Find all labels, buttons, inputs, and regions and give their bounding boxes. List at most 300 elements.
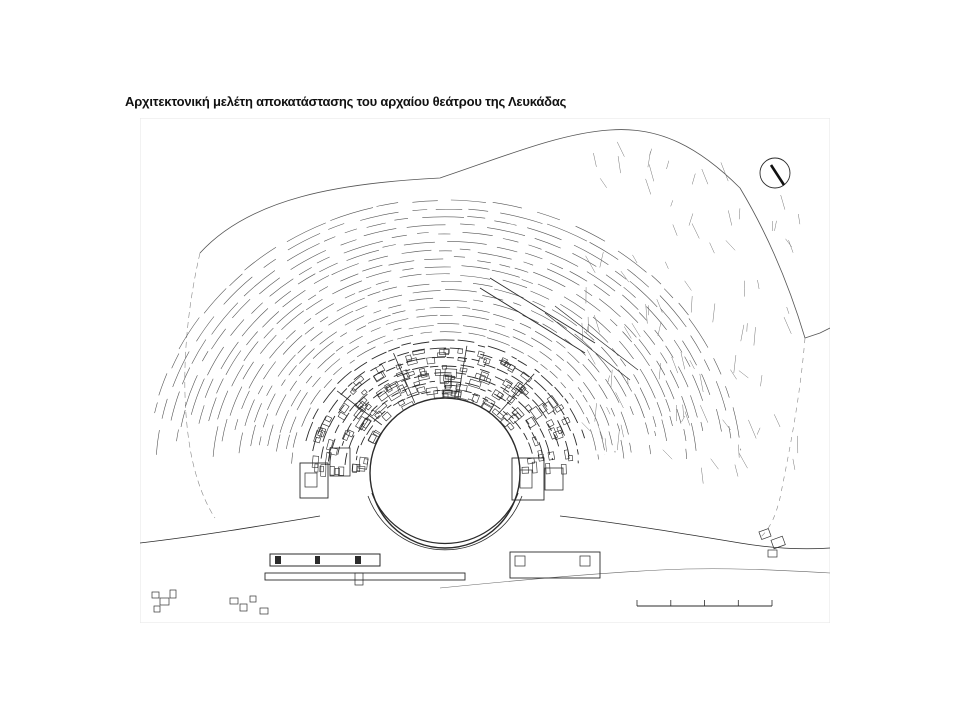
seat-row-segment (515, 368, 530, 378)
seat-row-segment (270, 279, 294, 297)
rubble-stone (382, 412, 391, 421)
seat-row-segment (172, 354, 179, 369)
rubble-stone (427, 357, 435, 364)
seat-row-segment (630, 443, 632, 453)
seat-row-segment (249, 364, 264, 388)
rock-contour (663, 450, 672, 460)
seat-row-segment (477, 261, 491, 263)
seat-row-segment (173, 352, 190, 388)
road-line (440, 569, 830, 588)
seat-row-segment (317, 257, 330, 263)
seat-row-segment (371, 406, 377, 412)
seat-row-segment (472, 359, 480, 361)
seat-row-segment (440, 332, 462, 333)
seat-row-segment (621, 440, 624, 459)
seat-row-segment (610, 319, 617, 326)
seat-row-segment (503, 280, 527, 288)
rubble-stone (546, 463, 551, 474)
left-analemma (300, 448, 350, 498)
seat-row-segment (660, 353, 667, 364)
seat-row-segment (388, 305, 401, 308)
seat-row-segment (513, 303, 521, 306)
seat-row-segment (231, 319, 245, 335)
seat-row-segment (338, 371, 352, 384)
rock-contour (605, 438, 607, 452)
seat-row-segment (574, 245, 608, 265)
rock-contour (658, 322, 661, 336)
seat-row-segment (384, 340, 393, 343)
seat-row-segment (162, 399, 167, 419)
seat-row-segment (466, 351, 475, 353)
seat-row-segment (404, 242, 435, 245)
rubble-stone (406, 355, 412, 362)
seat-row-segment (328, 453, 329, 461)
seat-row-segment (570, 271, 587, 281)
seat-row-segment (369, 388, 373, 391)
scale-bar (637, 600, 772, 606)
seat-row-segment (457, 307, 470, 308)
seat-row-segment (289, 365, 297, 375)
seat-row-segment (397, 335, 413, 339)
seat-row-segment (324, 379, 332, 388)
seat-row-segment (660, 296, 686, 328)
seat-row-segment (666, 381, 674, 400)
seat-row-segment (312, 377, 320, 387)
seat-row-segment (345, 229, 357, 233)
seat-row-segment (232, 299, 250, 318)
seat-row-segment (313, 342, 334, 359)
seat-row-segment (462, 266, 490, 270)
seat-row-segment (555, 434, 559, 446)
seat-row-segment (224, 277, 253, 305)
seat-row-segment (686, 449, 687, 459)
seat-row-segment (314, 276, 329, 284)
seat-row-segment (430, 307, 451, 308)
seat-row-segment (412, 201, 437, 203)
seat-row-segment (690, 395, 697, 417)
seat-row-segment (640, 369, 655, 398)
seat-row-segment (393, 328, 401, 330)
seat-row-segment (484, 364, 496, 368)
rock-contour (598, 425, 603, 440)
seat-row-segment (305, 327, 314, 334)
seat-row-segment (318, 353, 335, 368)
seat-row-segment (159, 373, 167, 395)
seat-row-segment (550, 263, 563, 269)
rubble-stone (339, 403, 349, 413)
seat-row-segment (275, 291, 291, 304)
seat-row-segment (245, 400, 255, 426)
seat-row-segment (293, 432, 297, 447)
seat-row-segment (678, 367, 688, 388)
rubble-stone (407, 371, 415, 376)
seat-row-segment (204, 288, 226, 313)
seat-row-segment (280, 410, 289, 433)
seat-row-segment (692, 375, 702, 401)
seat-row-segment (570, 393, 574, 399)
seat-row-segment (251, 425, 256, 446)
seat-row-segment (578, 387, 582, 392)
seat-row-segment (535, 331, 552, 341)
seat-row-segment (598, 454, 599, 459)
seat-row-segment (372, 352, 387, 359)
seat-row-segment (182, 368, 190, 385)
seat-row-segment (356, 306, 368, 311)
seat-row-segment (264, 328, 274, 338)
seat-row-segment (297, 392, 308, 410)
seat-row-segment (617, 424, 619, 432)
seat-row-segment (662, 420, 667, 441)
seat-row-segment (345, 453, 347, 465)
seat-row-segment (716, 409, 721, 432)
seat-row-segment (533, 301, 546, 307)
seat-row-segment (368, 315, 391, 323)
seat-row-segment (555, 387, 564, 397)
rubble-stone (521, 372, 532, 382)
seat-row-segment (556, 354, 563, 360)
seat-row-segment (513, 337, 533, 347)
seat-row-segment (531, 291, 550, 299)
seat-row-segment (378, 380, 388, 386)
seat-row-segment (177, 430, 179, 442)
seat-row-segment (394, 218, 408, 220)
seat-row-segment (525, 253, 542, 259)
seat-row-segment (155, 402, 158, 413)
seat-row-segment (716, 381, 726, 410)
seat-row-segment (541, 375, 552, 386)
rock-contour (681, 352, 685, 369)
seat-row-segment (245, 247, 277, 270)
seat-row-segment (600, 405, 609, 426)
rock-contour (748, 420, 756, 439)
seat-row-segment (527, 228, 561, 240)
seat-row-segment (422, 217, 464, 218)
seat-row-segment (324, 237, 335, 242)
seat-row-segment (387, 405, 391, 408)
seat-row-segment (587, 272, 615, 292)
seat-row-segment (199, 405, 204, 423)
seat-row-segment (217, 379, 224, 394)
rock-contour (672, 357, 678, 373)
seat-row-segment (333, 367, 342, 375)
seat-row-segment (456, 373, 466, 374)
seat-row-segment (338, 405, 344, 413)
seat-row-segment (416, 309, 425, 310)
seat-row-segment (540, 351, 552, 360)
rock-contour (657, 299, 663, 312)
seat-row-segment (526, 383, 533, 389)
seat-row-segment (302, 408, 311, 427)
rubble-stone (330, 466, 334, 475)
seat-row-segment (583, 382, 595, 399)
seat-row-segment (290, 417, 296, 433)
seat-row-segment (409, 326, 434, 330)
seat-row-segment (666, 399, 671, 412)
seat-row-segment (244, 341, 258, 361)
rock-contour (754, 327, 756, 345)
seat-row-segment (534, 380, 546, 391)
rock-contour (683, 405, 684, 418)
seat-row-segment (451, 200, 486, 203)
seat-row-segment (630, 406, 633, 415)
seat-row-segment (615, 271, 626, 279)
seat-row-segment (594, 284, 610, 296)
rock-contour (741, 325, 744, 341)
seat-row-segment (497, 369, 508, 374)
rubble-stone (368, 434, 376, 443)
seat-row-segment (630, 281, 657, 307)
seat-row-segment (392, 311, 405, 314)
seat-row-segment (425, 267, 451, 268)
seat-row-segment (458, 340, 475, 342)
seat-row-segment (308, 295, 316, 300)
north-arrow-icon (760, 158, 790, 188)
rock-contour (738, 445, 739, 458)
rock-contour (586, 256, 596, 273)
seat-row-segment (341, 388, 347, 394)
seat-row-segment (246, 332, 257, 346)
seat-row-segment (500, 213, 542, 224)
seat-row-segment (555, 365, 561, 370)
rubble-stone (373, 371, 385, 382)
scene-building-left (270, 554, 380, 566)
rock-contour (739, 371, 748, 378)
seat-row-segment (350, 336, 363, 344)
seat-row-segment (263, 362, 275, 380)
seat-row-segment (567, 375, 573, 382)
rubble-stone (561, 464, 566, 474)
seat-row-segment (550, 371, 558, 378)
rock-contour (761, 375, 763, 386)
seat-row-segment (639, 313, 647, 321)
rubble-stone (312, 456, 319, 468)
seat-row-segment (576, 226, 605, 241)
seat-row-segment (500, 265, 511, 268)
seat-row-segment (518, 360, 527, 365)
seat-row-segment (467, 216, 485, 218)
rubble-stone (320, 424, 329, 433)
seat-row-segment (397, 352, 409, 356)
seat-row-segment (689, 318, 708, 347)
seat-row-segment (357, 347, 375, 357)
seat-row-segment (461, 365, 474, 367)
seat-row-segment (332, 264, 359, 275)
seat-row-segment (489, 331, 510, 338)
seat-row-segment (359, 394, 367, 402)
seat-row-segment (492, 270, 520, 277)
seat-row-segment (402, 268, 413, 270)
seat-row-segment (540, 429, 545, 438)
seat-row-segment (409, 298, 433, 301)
seat-row-segment (599, 385, 608, 399)
rubble-stone (338, 412, 347, 420)
seat-row-segment (311, 332, 323, 342)
seat-row-segment (541, 364, 548, 369)
seat-row-segment (413, 291, 441, 293)
seat-row-segment (670, 416, 673, 426)
seat-row-segment (207, 347, 223, 375)
seat-row-segment (298, 346, 306, 354)
rock-contour (692, 174, 695, 185)
seat-row-segment (511, 347, 523, 353)
seat-row-segment (378, 295, 402, 301)
rubble-stone (417, 387, 425, 393)
seat-row-segment (494, 394, 506, 401)
seat-row-segment (374, 310, 382, 313)
seat-row-segment (463, 326, 487, 330)
seat-row-segment (291, 390, 301, 406)
seat-row-segment (529, 245, 542, 249)
rock-contour (710, 243, 715, 254)
seat-row-segment (515, 268, 529, 272)
rock-contour (582, 422, 591, 431)
seat-row-segment (512, 357, 517, 360)
rock-contour (665, 262, 668, 269)
rock-contour (723, 420, 731, 430)
rubble-stone (376, 403, 387, 414)
seat-row-segment (634, 374, 639, 383)
seat-row-segment (368, 292, 381, 296)
seat-row-segment (392, 235, 407, 238)
rock-contour (624, 327, 631, 339)
rubble-stone (547, 396, 558, 408)
seat-row-segment (582, 430, 585, 439)
seat-row-segment (733, 407, 739, 437)
seat-row-segment (725, 386, 729, 397)
seat-row-segment (635, 394, 645, 418)
seat-row-segment (323, 388, 335, 403)
rock-contour (739, 208, 740, 219)
seat-row-segment (417, 233, 429, 234)
seat-row-segment (561, 382, 566, 388)
rock-contour (646, 179, 651, 195)
seat-row-segment (239, 433, 243, 454)
rock-contour (582, 323, 583, 341)
seat-row-segment (576, 400, 584, 414)
seat-row-segment (589, 405, 598, 425)
seat-row-segment (520, 323, 531, 328)
seat-row-segment (354, 362, 367, 371)
seat-row-segment (576, 294, 600, 311)
seat-row-segment (341, 240, 357, 246)
rock-contour (757, 428, 760, 435)
seat-row-segment (325, 359, 340, 373)
seat-row-segment (209, 398, 217, 422)
seat-row-segment (315, 303, 333, 314)
seat-row-segment (347, 346, 359, 353)
seat-row-segment (213, 426, 218, 457)
seat-row-segment (311, 390, 321, 405)
seat-row-segment (263, 414, 268, 428)
seat-row-segment (619, 341, 633, 359)
seat-row-segment (222, 419, 227, 441)
seat-row-segment (267, 386, 273, 396)
seat-row-segment (260, 335, 276, 354)
seat-row-segment (634, 344, 649, 366)
rubble-stone (385, 384, 393, 393)
seat-row-segment (424, 259, 443, 260)
rock-contour (600, 178, 607, 188)
scattered-blocks-left (152, 590, 268, 614)
seat-row-segment (367, 223, 386, 228)
seat-row-segment (367, 336, 385, 344)
seat-row-segment (359, 288, 372, 293)
seat-row-segment (441, 281, 461, 282)
rubble-stone (546, 419, 554, 427)
hillside-outline (200, 130, 830, 338)
seat-row-segment (320, 317, 328, 322)
rock-contour (685, 281, 692, 291)
seat-row-segment (556, 341, 565, 348)
seat-row-segment (335, 425, 339, 433)
rock-contour (786, 239, 792, 247)
seat-row-segment (657, 402, 662, 416)
rock-contour (621, 425, 624, 437)
seat-row-segment (473, 300, 483, 302)
seat-row-segment (347, 250, 379, 260)
seat-row-segment (230, 274, 243, 286)
seat-row-segment (286, 435, 289, 449)
rock-contour (673, 225, 677, 236)
seat-row-segment (445, 290, 477, 292)
seat-row-segment (304, 318, 311, 323)
seat-row-segment (291, 250, 326, 269)
seat-row-segment (313, 409, 319, 419)
seat-row-segment (488, 346, 505, 352)
rubble-stone (511, 385, 522, 396)
seat-row-segment (430, 348, 446, 349)
rubble-stone (478, 358, 487, 367)
seat-row-segment (262, 311, 279, 327)
rock-contour (793, 459, 795, 470)
seat-row-segment (463, 232, 493, 235)
seat-row-segment (243, 362, 254, 379)
rock-contour (701, 468, 703, 484)
seat-row-segment (340, 274, 358, 281)
seat-row-segment (488, 390, 492, 392)
seat-row-segment (345, 316, 364, 326)
seat-row-segment (462, 315, 489, 319)
seat-row-segment (232, 365, 244, 386)
seat-row-segment (376, 281, 389, 285)
scattered-blocks-right (759, 529, 785, 557)
seat-row-segment (677, 409, 681, 423)
rock-contour (649, 165, 654, 182)
seat-row-segment (221, 342, 239, 369)
seat-row-segment (653, 416, 656, 427)
seat-row-segment (437, 324, 459, 325)
seat-row-segment (388, 359, 395, 362)
rock-contour (691, 296, 692, 312)
seat-row-segment (684, 429, 686, 441)
rock-contour (607, 407, 611, 414)
rock-contour (758, 280, 760, 289)
seat-row-segment (407, 394, 420, 399)
rock-contour (621, 271, 629, 282)
rock-contour (735, 465, 738, 477)
seat-row-segment (306, 376, 312, 383)
seat-row-segment (421, 332, 433, 333)
seat-row-segment (202, 351, 208, 361)
seat-row-segment (691, 336, 702, 353)
seat-row-segment (401, 343, 411, 345)
seat-row-segment (371, 328, 381, 332)
seat-row-segment (645, 423, 648, 435)
seat-row-segment (679, 303, 689, 315)
rock-contour (702, 169, 708, 184)
seat-row-segment (413, 342, 429, 345)
hillside-slope-right (760, 338, 805, 538)
